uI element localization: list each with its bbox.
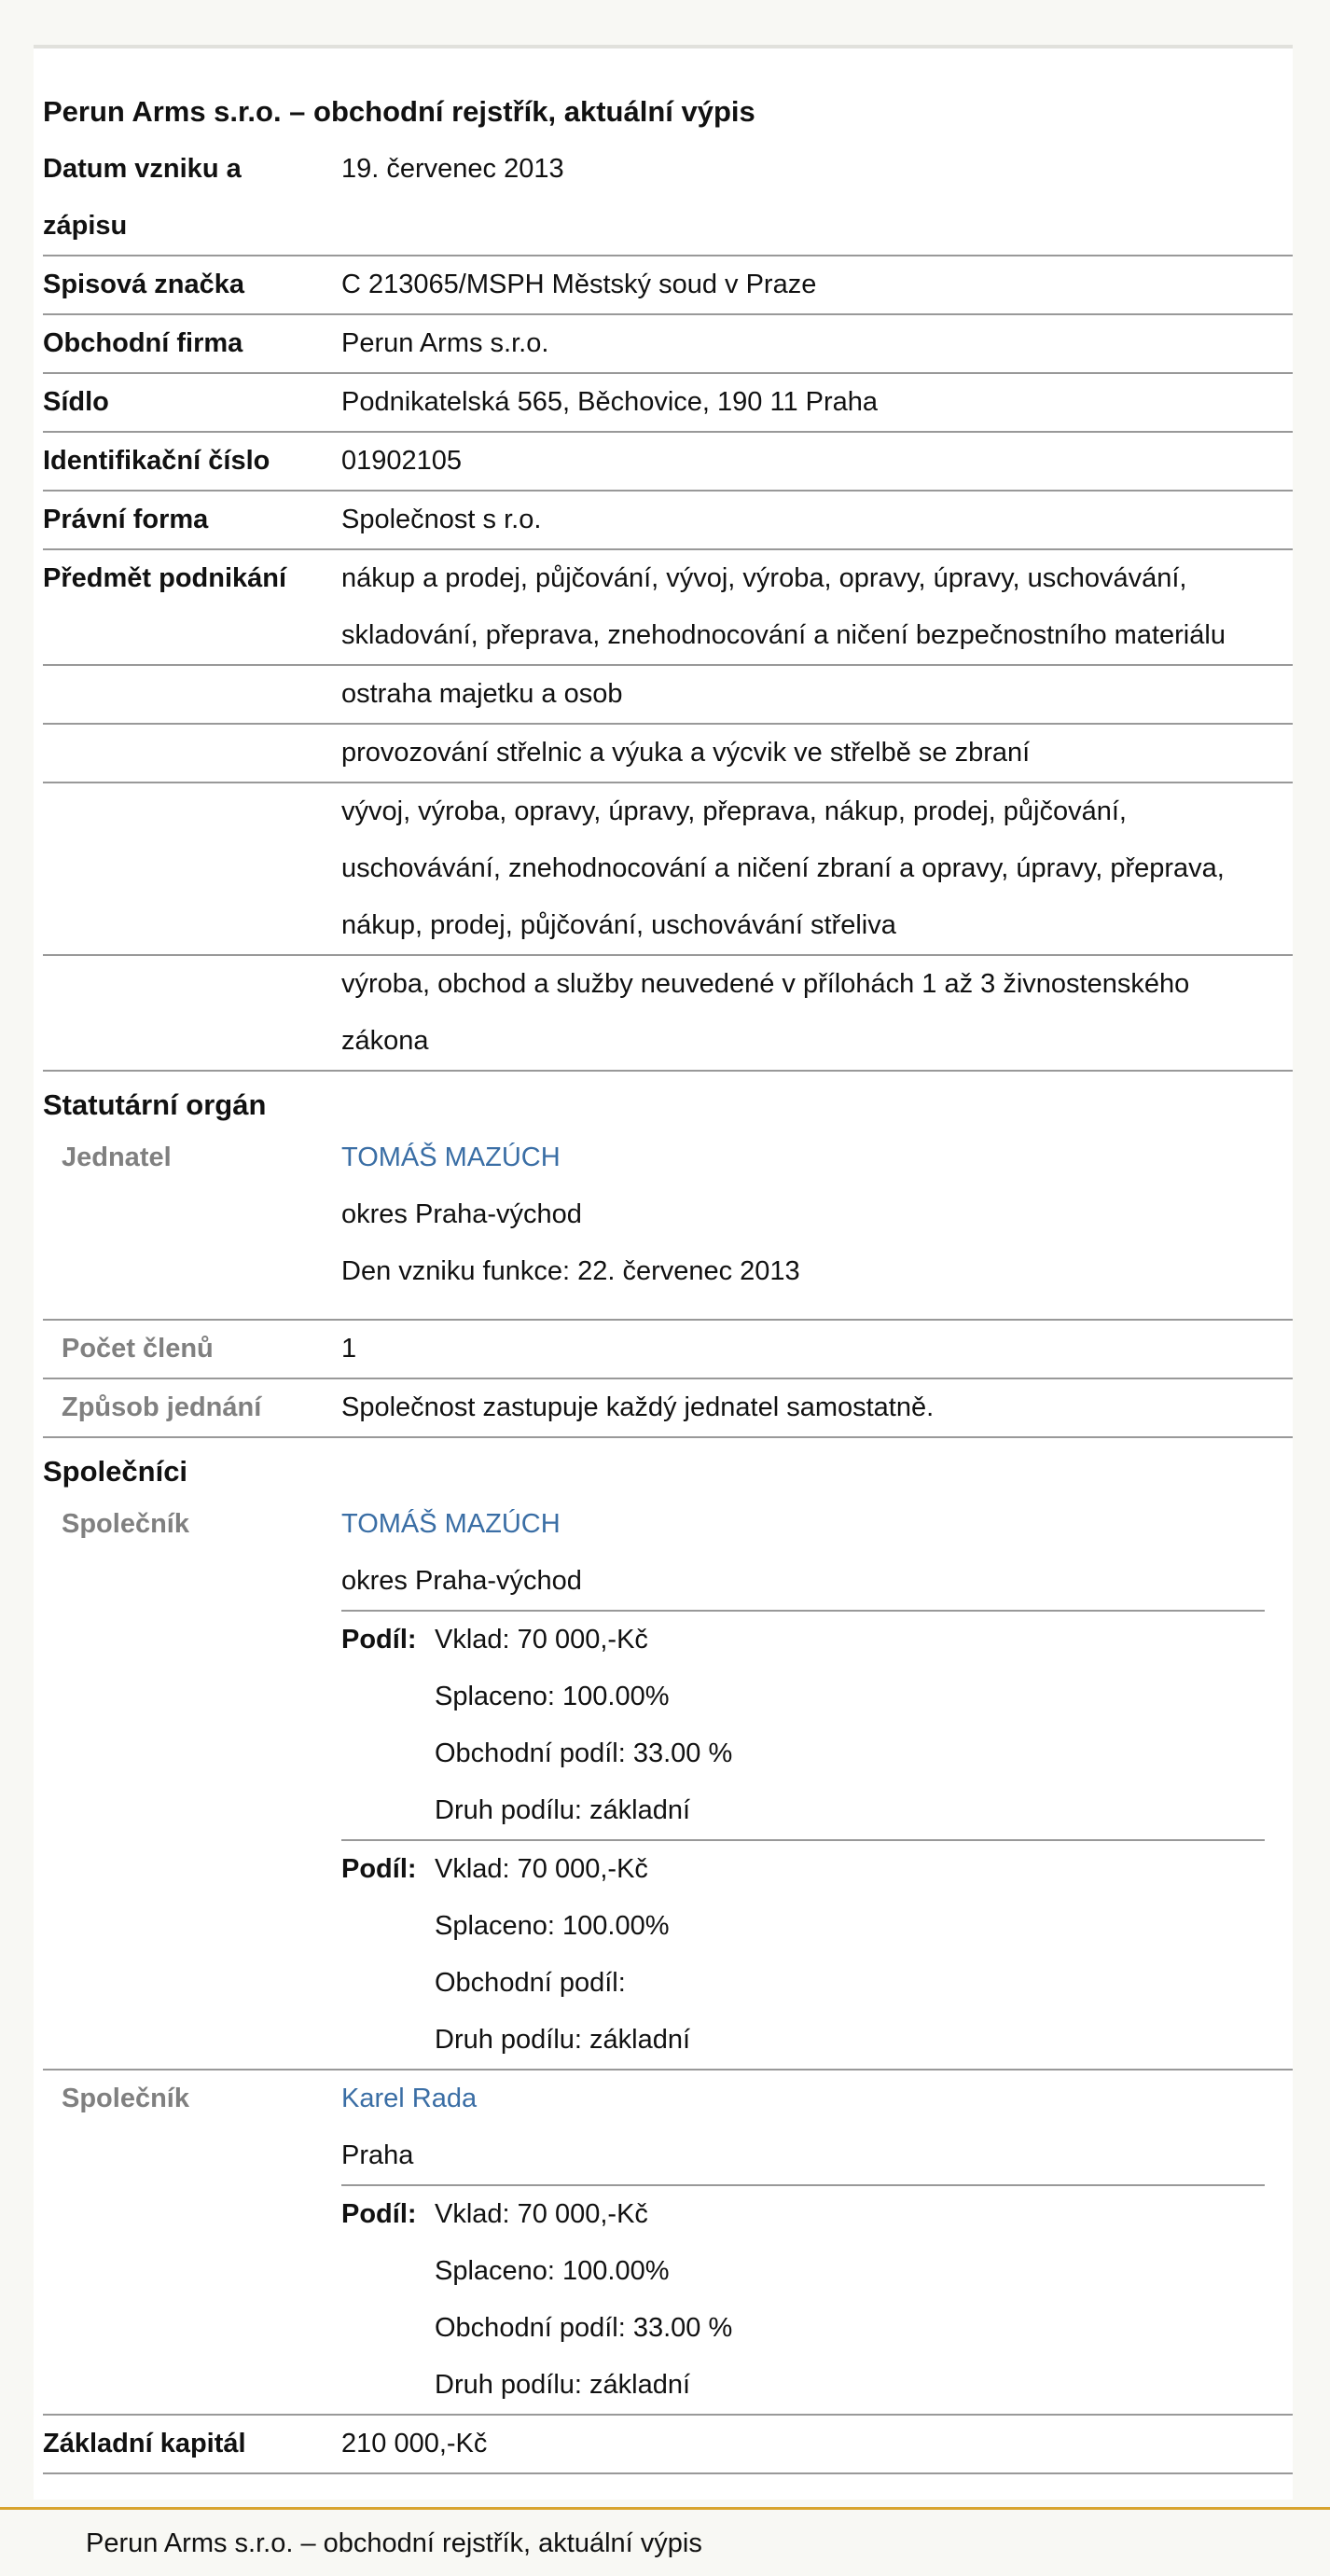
row-label: Obchodní firma xyxy=(43,328,243,358)
footer-title: Perun Arms s.r.o. – obchodní rejstřík, aktuální výpis xyxy=(86,2528,702,2558)
row-label: Sídlo xyxy=(43,387,109,417)
value-text: Perun Arms s.r.o. xyxy=(341,328,549,358)
share-obchodni-podil: Obchodní podíl: 33.00 % xyxy=(435,2313,733,2343)
value-text: Společnost zastupuje každý jednatel samostatně. xyxy=(341,1392,935,1422)
share-splaceno: Splaceno: 100.00% xyxy=(435,1911,670,1941)
row-value xyxy=(341,666,1293,723)
row-obchodni-firma xyxy=(43,315,1293,374)
row-label: Základní kapitál xyxy=(43,2429,246,2458)
value-text: Podnikatelská 565, Běchovice, 190 11 Praha xyxy=(341,387,879,417)
row-value xyxy=(341,1379,1293,1436)
row-value xyxy=(341,2070,1293,2414)
share-obchodni-podil: Obchodní podíl: xyxy=(435,1968,626,1998)
section-heading-spolecnici: Společníci xyxy=(43,1455,188,1488)
row-sidlo xyxy=(43,374,1293,433)
jednatel-district: okres Praha-východ xyxy=(341,1199,582,1229)
jednatel-since: Den vzniku funkce: 22. červenec 2013 xyxy=(341,1256,800,1286)
row-label: Počet členů xyxy=(62,1334,214,1364)
activity-item: vývoj, výroba, opravy, úpravy, přeprava, nákup, prodej, půjčování, uschovávání, znehodnocování a ničení zbraní a opravy, úpravy, přeprava, nákup, prodej, půjčování, uschovávání střeliva xyxy=(341,796,1225,940)
row-predmet xyxy=(43,550,1293,666)
row-label: Spisová značka xyxy=(43,270,244,299)
value-text: 01902105 xyxy=(341,446,463,476)
row-value xyxy=(341,433,1293,490)
row-spolecnik-2 xyxy=(43,2070,1293,2416)
row-value xyxy=(341,550,1293,664)
row-pocet-clenu xyxy=(43,1321,1293,1379)
row-label: Společník xyxy=(62,2084,189,2113)
row-label: Identifikační číslo xyxy=(43,446,270,476)
value-text: 1 xyxy=(341,1334,357,1364)
share-splaceno: Splaceno: 100.00% xyxy=(435,1682,670,1711)
value-text: 210 000,-Kč xyxy=(341,2429,488,2458)
row-zakladni-kapital xyxy=(43,2416,1293,2474)
share-obchodni-podil: Obchodní podíl: 33.00 % xyxy=(435,1738,733,1768)
share-druh: Druh podílu: základní xyxy=(435,1795,691,1825)
share-vklad: Vklad: 70 000,-Kč xyxy=(435,1625,648,1655)
row-pravni-forma xyxy=(43,492,1293,550)
row-value xyxy=(341,256,1293,313)
row-zpusob-jednani xyxy=(43,1379,1293,1438)
row-label: Předmět podnikání xyxy=(43,563,287,593)
row-value xyxy=(341,315,1293,372)
row-value xyxy=(341,141,1293,255)
activity-item: nákup a prodej, půjčování, vývoj, výroba, opravy, úpravy, uschovávání, skladování, přeprava, znehodnocování a ničení bezpečnostního materiálu xyxy=(341,563,1226,650)
share-values xyxy=(435,2186,732,2414)
share-druh: Druh podílu: základní xyxy=(435,2370,691,2400)
row-value xyxy=(341,2416,1293,2472)
row-predmet-cont xyxy=(43,956,1293,1072)
row-label: Datum vzniku a zápisu xyxy=(43,154,242,241)
value-text: 19. červenec 2013 xyxy=(341,154,564,184)
page-title: Perun Arms s.r.o. – obchodní rejstřík, aktuální výpis xyxy=(43,95,755,128)
share-label: Podíl: xyxy=(341,1854,417,1884)
row-value xyxy=(341,374,1293,431)
value-text: C 213065/MSPH Městský soud v Praze xyxy=(341,270,817,299)
activity-item: ostraha majetku a osob xyxy=(341,679,623,709)
row-jednatel xyxy=(43,1129,1293,1321)
partner-name-link[interactable]: Karel Rada xyxy=(341,2084,478,2113)
section-heading-statutarni: Statutární orgán xyxy=(43,1088,267,1121)
share-vklad: Vklad: 70 000,-Kč xyxy=(435,1854,648,1884)
register-table xyxy=(43,141,1293,2474)
share-block xyxy=(341,1610,1265,1839)
share-values xyxy=(435,1612,732,1839)
share-block xyxy=(341,1839,1265,2069)
row-label: Způsob jednání xyxy=(62,1392,262,1422)
partner-name-link[interactable]: TOMÁŠ MAZÚCH xyxy=(341,1509,561,1539)
share-label: Podíl: xyxy=(341,2199,417,2229)
share-label: Podíl: xyxy=(341,1625,417,1655)
row-label: Právní forma xyxy=(43,505,209,534)
row-value xyxy=(341,956,1293,1070)
row-spisova-znacka xyxy=(43,256,1293,315)
footer xyxy=(0,2507,1330,2576)
activity-item: provozování střelnic a výuka a výcvik ve střelbě se zbraní xyxy=(341,738,1031,768)
share-values xyxy=(435,1841,690,2069)
row-value xyxy=(341,1496,1293,2069)
row-predmet-cont xyxy=(43,725,1293,783)
row-datum-vzniku xyxy=(43,141,1293,256)
row-value xyxy=(341,1321,1293,1378)
row-ico xyxy=(43,433,1293,492)
row-value xyxy=(341,783,1293,954)
activity-item: výroba, obchod a služby neuvedené v přílohách 1 až 3 živnostenského zákona xyxy=(341,969,1190,1056)
partner-district: Praha xyxy=(341,2140,414,2170)
share-vklad: Vklad: 70 000,-Kč xyxy=(435,2199,648,2229)
jednatel-name-link[interactable]: TOMÁŠ MAZÚCH xyxy=(341,1143,561,1172)
share-splaceno: Splaceno: 100.00% xyxy=(435,2256,670,2286)
row-value xyxy=(341,1129,1293,1319)
share-druh: Druh podílu: základní xyxy=(435,2025,691,2055)
row-predmet-cont xyxy=(43,666,1293,725)
row-predmet-cont xyxy=(43,783,1293,956)
row-label: Společník xyxy=(62,1509,189,1539)
value-text: Společnost s r.o. xyxy=(341,505,542,534)
row-spolecnik-1 xyxy=(43,1496,1293,2070)
row-value xyxy=(341,492,1293,548)
partner-district: okres Praha-východ xyxy=(341,1566,582,1596)
share-block xyxy=(341,2184,1265,2414)
row-value xyxy=(341,725,1293,782)
row-label: Jednatel xyxy=(62,1143,172,1172)
